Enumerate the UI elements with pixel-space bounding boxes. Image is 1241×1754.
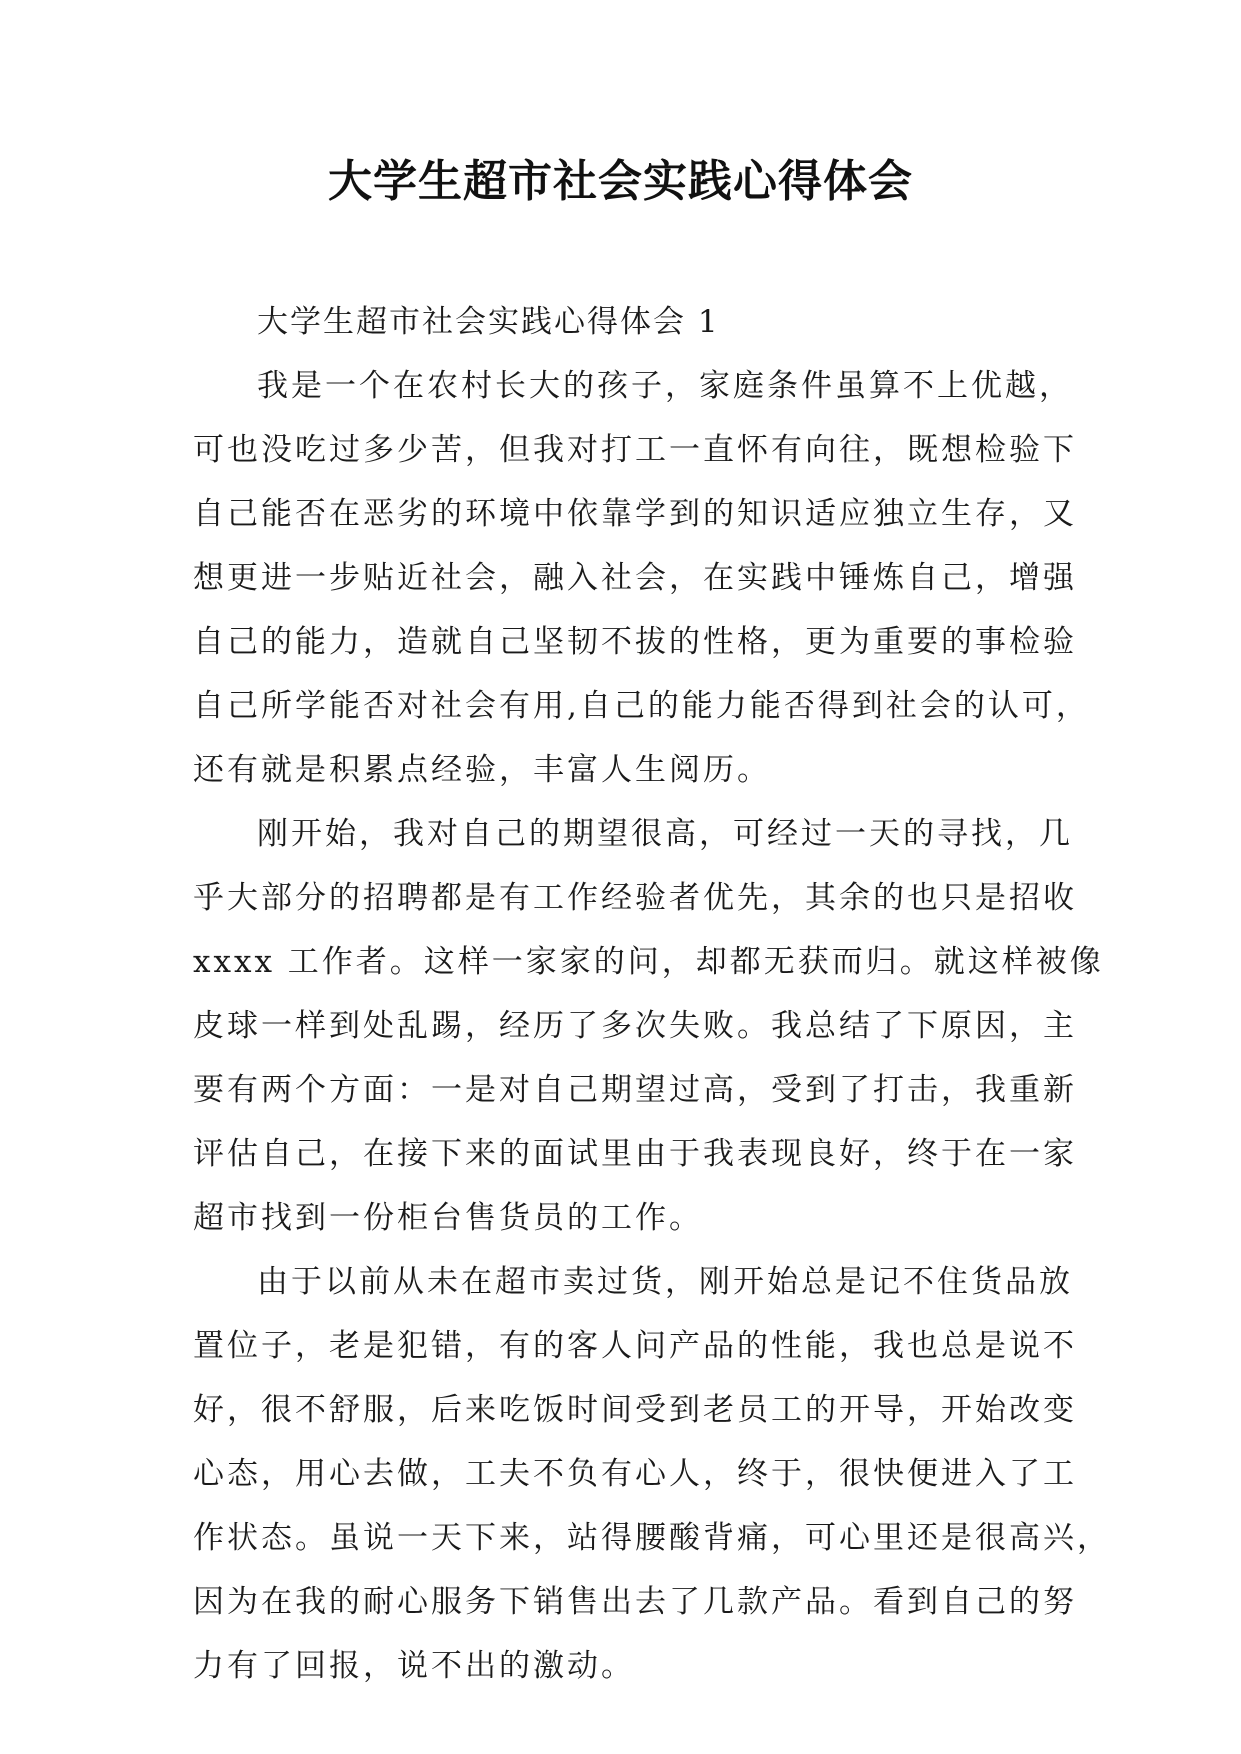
text-line: 力有了回报，说不出的激动。: [193, 1648, 635, 1684]
text-line: 我是一个在农村长大的孩子，家庭条件虽算不上优越，: [257, 368, 1073, 404]
text-line: 因为在我的耐心服务下销售出去了几款产品。看到自己的努: [193, 1584, 1077, 1620]
text-line: 评估自己，在接下来的面试里由于我表现良好，终于在一家: [193, 1136, 1077, 1172]
text-line: 自己能否在恶劣的环境中依靠学到的知识适应独立生存，又: [193, 496, 1077, 532]
text-line: 自己的能力，造就自己坚韧不拔的性格，更为重要的事检验: [193, 624, 1077, 660]
text-line: 可也没吃过多少苦，但我对打工一直怀有向往，既想检验下: [193, 432, 1077, 468]
section-heading: 大学生超市社会实践心得体会 1: [257, 304, 720, 340]
text-line: 好，很不舒服，后来吃饭时间受到老员工的开导，开始改变: [193, 1392, 1077, 1428]
text-line: 心态，用心去做，工夫不负有心人，终于，很快便进入了工: [193, 1456, 1077, 1492]
text-line: 还有就是积累点经验，丰富人生阅历。: [193, 752, 771, 788]
paragraph-2: [193, 802, 1104, 1250]
document-title: 大学生超市社会实践心得体会: [328, 156, 913, 207]
text-line: 想更进一步贴近社会，融入社会，在实践中锤炼自己，增强: [193, 560, 1077, 596]
text-line: 自己所学能否对社会有用,自己的能力能否得到社会的认可，: [193, 688, 1090, 724]
text-line: 刚开始，我对自己的期望很高，可经过一天的寻找，几: [257, 816, 1073, 852]
text-line: 乎大部分的招聘都是有工作经验者优先，其余的也只是招收: [193, 880, 1077, 916]
text-line: 要有两个方面：一是对自己期望过高，受到了打击，我重新: [193, 1072, 1077, 1108]
document-body: [193, 290, 1111, 1698]
text-line: 皮球一样到处乱踢，经历了多次失败。我总结了下原因，主: [193, 1008, 1077, 1044]
text-line: 超市找到一份柜台售货员的工作。: [193, 1200, 703, 1236]
paragraph-1: [193, 354, 1090, 802]
text-line: 由于以前从未在超市卖过货，刚开始总是记不住货品放: [257, 1264, 1073, 1300]
text-line: xxxx 工作者。这样一家家的问，却都无获而归。就这样被像: [193, 944, 1104, 980]
text-line: 置位子，老是犯错，有的客人问产品的性能，我也总是说不: [193, 1328, 1077, 1364]
text-line: 作状态。虽说一天下来，站得腰酸背痛，可心里还是很高兴，: [193, 1520, 1111, 1556]
paragraph-3: [193, 1250, 1111, 1698]
